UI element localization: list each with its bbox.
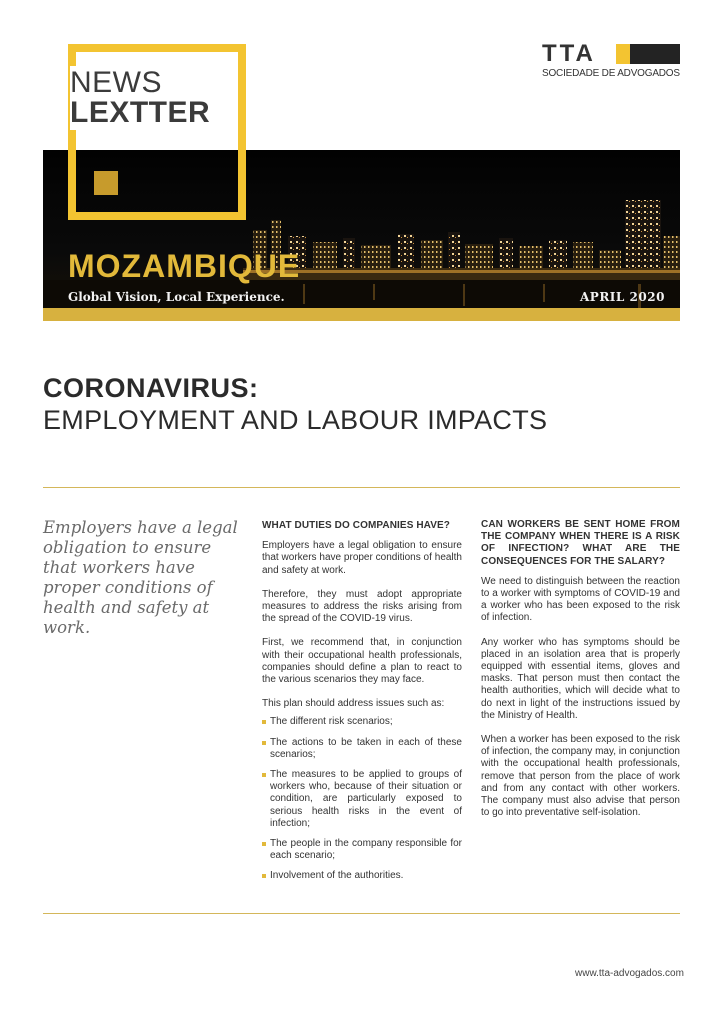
list-item-text: The different risk scenarios;: [270, 716, 393, 728]
column-sent-home-heading: CAN WORKERS BE SENT HOME FROM THE COMPANY WHEN THERE IS A RISK OF INFECTION? WHAT ARE THE CONSEQUENCES FOR THE SALARY?: [481, 519, 680, 567]
hero-tagline: Global Vision, Local Experience.: [68, 290, 285, 304]
logo-mark: [616, 44, 680, 64]
divider-bottom: [43, 913, 680, 914]
headline-line1: CORONAVIRUS:: [43, 373, 259, 403]
footer-website-link[interactable]: www.tta-advogados.com: [575, 968, 684, 979]
issue-date: APRIL 2020: [580, 290, 665, 304]
issues-list: [262, 716, 462, 882]
paragraph: Employers have a legal obligation to ensure that workers have proper conditions of health and safety at work.: [262, 540, 462, 576]
logo-subtitle: SOCIEDADE DE ADVOGADOS: [542, 68, 680, 79]
column-duties: [262, 520, 462, 891]
masthead-square: [94, 171, 118, 195]
hero-gold-strip: [43, 308, 680, 321]
hero-country: MOZAMBIQUE: [68, 248, 301, 284]
column-sent-home: [481, 519, 680, 831]
pull-quote: Employers have a legal obligation to ensure that workers have proper conditions of health and safety at work.: [43, 518, 238, 637]
paragraph: This plan should address issues such as:: [262, 698, 445, 710]
list-item-text: The people in the company responsible for each scenario;: [270, 838, 462, 862]
list-item: [262, 716, 462, 728]
bullet-icon: [262, 842, 266, 846]
paragraph: Therefore, they must adopt appropriate measures to address the risks arising from the spread of the COVID-19 virus.: [262, 588, 462, 625]
list-item-text: Involvement of the authorities.: [270, 870, 404, 882]
bullet-icon: [262, 773, 266, 777]
paragraph: Any worker who has symptoms should be placed in an isolation area that is properly equipped with essential items, gloves and masks. That person must then contact the health authorities, which will decide what to do next in light of the instructions issued by the Ministry of Health.: [481, 636, 680, 721]
divider-top: [43, 487, 680, 488]
paragraph: We need to distinguish between the reaction to a worker with symptoms of COVID-19 and a worker who has been exposed to the risk of infection.: [481, 575, 680, 624]
tta-logo: [542, 40, 682, 84]
newsletter-title-line1: NEWS: [70, 66, 162, 99]
paragraph: When a worker has been exposed to the risk of infection, the company may, in conjunction with the occupational health professionals, remove that person from the place of work and from any contact with other workers. The company must also advise that person to go into preventative self-isolation.: [481, 734, 680, 819]
list-item-text: The actions to be taken in each of these scenarios;: [270, 736, 462, 760]
list-item-text: The measures to be applied to groups of workers who, because of their situation or condition, are particularly exposed to serious health risks in the event of infection;: [270, 769, 462, 829]
list-item: [262, 769, 462, 830]
list-item: [262, 737, 462, 761]
column-duties-heading: WHAT DUTIES DO COMPANIES HAVE?: [262, 520, 450, 531]
headline-line2: EMPLOYMENT AND LABOUR IMPACTS: [43, 405, 548, 435]
bullet-icon: [262, 874, 266, 878]
bullet-icon: [262, 720, 266, 724]
article-headline: [43, 372, 683, 436]
bullet-icon: [262, 741, 266, 745]
newsletter-title: [70, 66, 216, 130]
paragraph: First, we recommend that, in conjunction with their occupational health professionals, companies should define a plan to react to the various scenarios they may face.: [262, 637, 462, 686]
newsletter-title-line2: LEXTTER: [70, 96, 211, 129]
list-item: [262, 838, 462, 862]
logo-name: TTA: [542, 40, 596, 67]
list-item: [262, 870, 462, 882]
